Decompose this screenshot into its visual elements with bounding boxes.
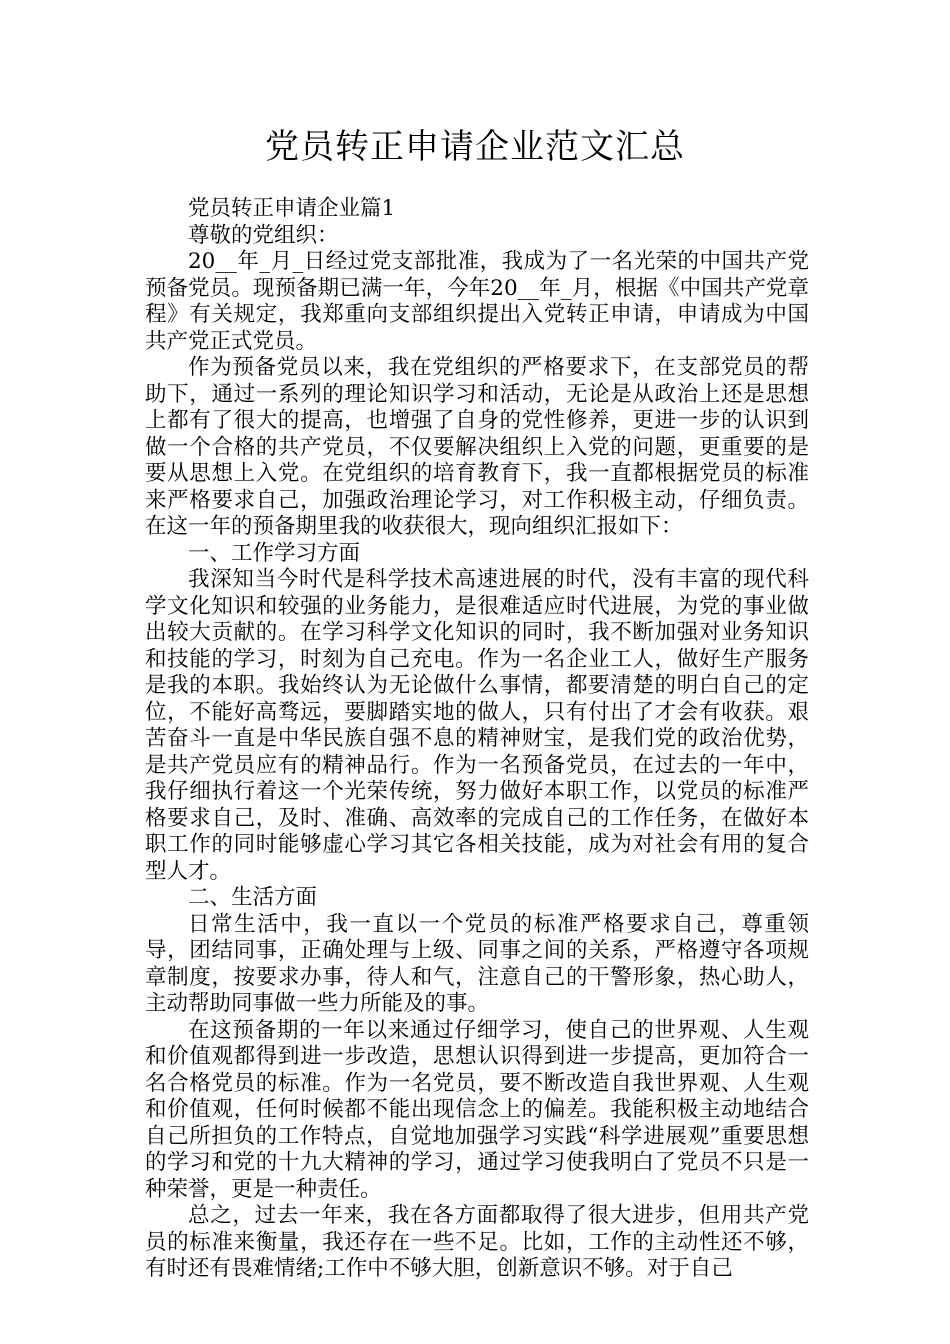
salutation: 尊敬的党组织： <box>188 222 339 248</box>
paragraph: 日常生活中，我一直以一个党员的标准严格要求自己，尊重领导，团结同事，正确处理与上级、同事之间的关系，严格遵守各项规章制度，按要求办事，待人和气，注意自己的干警形象，热心助人，主动帮助同事做一些力所能及的事。 <box>145 911 809 1016</box>
paragraph: 作为预备党员以来，我在党组织的严格要求下，在支部党员的帮助下，通过一系列的理论知识学习和活动，无论是从政治上还是思想上都有了很大的提高，也增强了自身的党性修养，更进一步的认识到做一个合格的共产党员，不仅要解决组织上入党的问题，更重要的是要从思想上入党。在党组织的培育教育下，我一直都根据党员的标准来严格要求自己，加强政治理论学习，对工作积极主动，仔细负责。在这一年的预备期里我的收获很大，现向组织汇报如下： <box>145 355 809 539</box>
subheading: 二、生活方面 <box>188 885 318 910</box>
paragraph: 在这预备期的一年以来通过仔细学习，使自己的世界观、人生观和价值观都得到进一步改造，思想认识得到进一步提高，更加符合一名合格党员的标准。作为一名党员，要不断改造自我世界观、人生观和价值观，任何时候都不能出现信念上的偏差。我能积极主动地结合自己所担负的工作特点，自觉地加强学习实践“科学进展观”重要思想的学习和党的十九大精神的学习，通过学习使我明白了党员不只是一种荣誉，更是一种责任。 <box>145 1017 809 1202</box>
paragraph: 我深知当今时代是科学技术高速进展的时代，没有丰富的现代科学文化知识和较强的业务能力，是很难适应时代进展，为党的事业做出较大贡献的。在学习科学文化知识的同时，我不断加强对业务知识和技能的学习，时刻为自己充电。作为一名企业工人，做好生产服务是我的本职。我始终认为无论做什么事情，都要清楚的明白自己的定位，不能好高骛远，要脚踏实地的做人，只有付出了才会有收获。艰苦奋斗一直是中华民族自强不息的精神财宝，是我们党的政治优势，是共产党员应有的精神品行。作为一名预备党员，在过去的一年中，我仔细执行着这一个光荣传统，努力做好本职工作，以党员的标准严格要求自己，及时、准确、高效率的完成自己的工作任务，在做好本职工作的同时能够虚心学习其它各相关技能，成为对社会有用的复合型人才。 <box>145 567 809 884</box>
document-title: 党员转正申请企业范文汇总 <box>265 127 685 167</box>
paragraph: 20__年_月_日经过党支部批准，我成为了一名光荣的中国共产党预备党员。现预备期已满一年，今年20__年_月，根据《中国共产党章程》有关规定，我郑重向支部组织提出入党转正申请，申请成为中国共产党正式党员。 <box>145 249 809 354</box>
paragraph: 总之，过去一年来，我在各方面都取得了很大进步，但用共产党员的标准来衡量，我还存在一些不足。比如，工作的主动性还不够，有时还有畏难情绪;工作中不够大胆，创新意识不够。对于自己 <box>145 1203 809 1281</box>
subheading: 一、工作学习方面 <box>188 540 361 566</box>
document-body <box>145 196 809 1283</box>
section-heading: 党员转正申请企业篇1 <box>188 196 396 221</box>
